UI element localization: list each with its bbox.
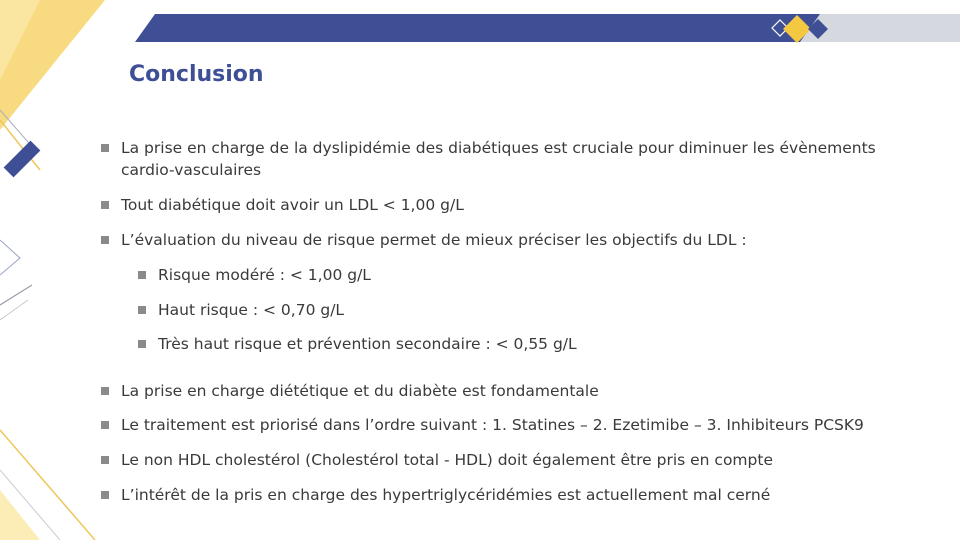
- gold-line-bottom-left: [0, 430, 95, 540]
- gray-line-left-2: [0, 300, 28, 320]
- blue-diamond-icon: [808, 19, 828, 39]
- square-bullet-icon: [101, 387, 109, 395]
- pale-yellow-band: [0, 0, 40, 80]
- bullet-item: [101, 449, 773, 471]
- bullet-item: [101, 194, 464, 216]
- bullet-text: Tout diabétique doit avoir un LDL < 1,00 g/L: [121, 196, 464, 214]
- bullet-text: L’évaluation du niveau de risque permet de mieux préciser les objectifs du LDL :: [121, 231, 747, 249]
- yellow-diamond-icon: [783, 15, 811, 43]
- bullet-item: [101, 380, 599, 402]
- slide-title: Conclusion: [129, 62, 264, 87]
- sub-bullet-text: Risque modéré : < 1,00 g/L: [158, 266, 371, 284]
- gold-diagonal-line: [0, 120, 40, 170]
- blue-left-bar: [4, 141, 41, 178]
- bullet-text: Le non HDL cholestérol (Cholestérol total - HDL) doit également être pris en compte: [121, 451, 773, 469]
- top-blue-bar: [135, 14, 960, 42]
- square-bullet-icon: [101, 421, 109, 429]
- sub-bullet-text: Haut risque : < 0,70 g/L: [158, 301, 345, 319]
- sub-bullet-item: [138, 264, 371, 286]
- bullet-item: [101, 229, 747, 251]
- gray-line-bottom-left: [0, 470, 60, 540]
- pale-yellow-bottom: [0, 490, 40, 540]
- bullet-text: L’intérêt de la pris en charge des hypertriglycéridémies est actuellement mal cerné: [121, 486, 771, 504]
- bullet-item: [101, 414, 864, 436]
- outline-diamond-left: [0, 240, 20, 275]
- square-bullet-icon: [101, 491, 109, 499]
- sub-bullet-item: [138, 299, 344, 321]
- square-bullet-icon: [138, 340, 146, 348]
- square-bullet-icon: [101, 456, 109, 464]
- square-bullet-icon: [101, 144, 109, 152]
- gray-line-left: [0, 285, 32, 305]
- bullet-text: La prise en charge de la dyslipidémie des diabétiques est cruciale pour diminuer les évènements cardio-vasculaires: [121, 139, 876, 179]
- gray-diagonal-line: [0, 110, 35, 150]
- bullet-text: Le traitement est priorisé dans l’ordre suivant : 1. Statines – 2. Ezetimibe – 3. Inhibiteurs PCSK9: [121, 416, 864, 434]
- top-gray-bar: [800, 14, 960, 42]
- sub-bullet-text: Très haut risque et prévention secondaire : < 0,55 g/L: [158, 335, 577, 353]
- square-bullet-icon: [138, 271, 146, 279]
- square-bullet-icon: [101, 201, 109, 209]
- square-bullet-icon: [101, 236, 109, 244]
- outline-diamond-icon: [772, 20, 788, 36]
- bullet-item: [101, 137, 911, 181]
- yellow-corner-shape: [0, 0, 105, 130]
- sub-bullet-item: [138, 333, 577, 355]
- bullet-text: La prise en charge diététique et du diabète est fondamentale: [121, 382, 599, 400]
- bullet-item: [101, 484, 770, 506]
- square-bullet-icon: [138, 306, 146, 314]
